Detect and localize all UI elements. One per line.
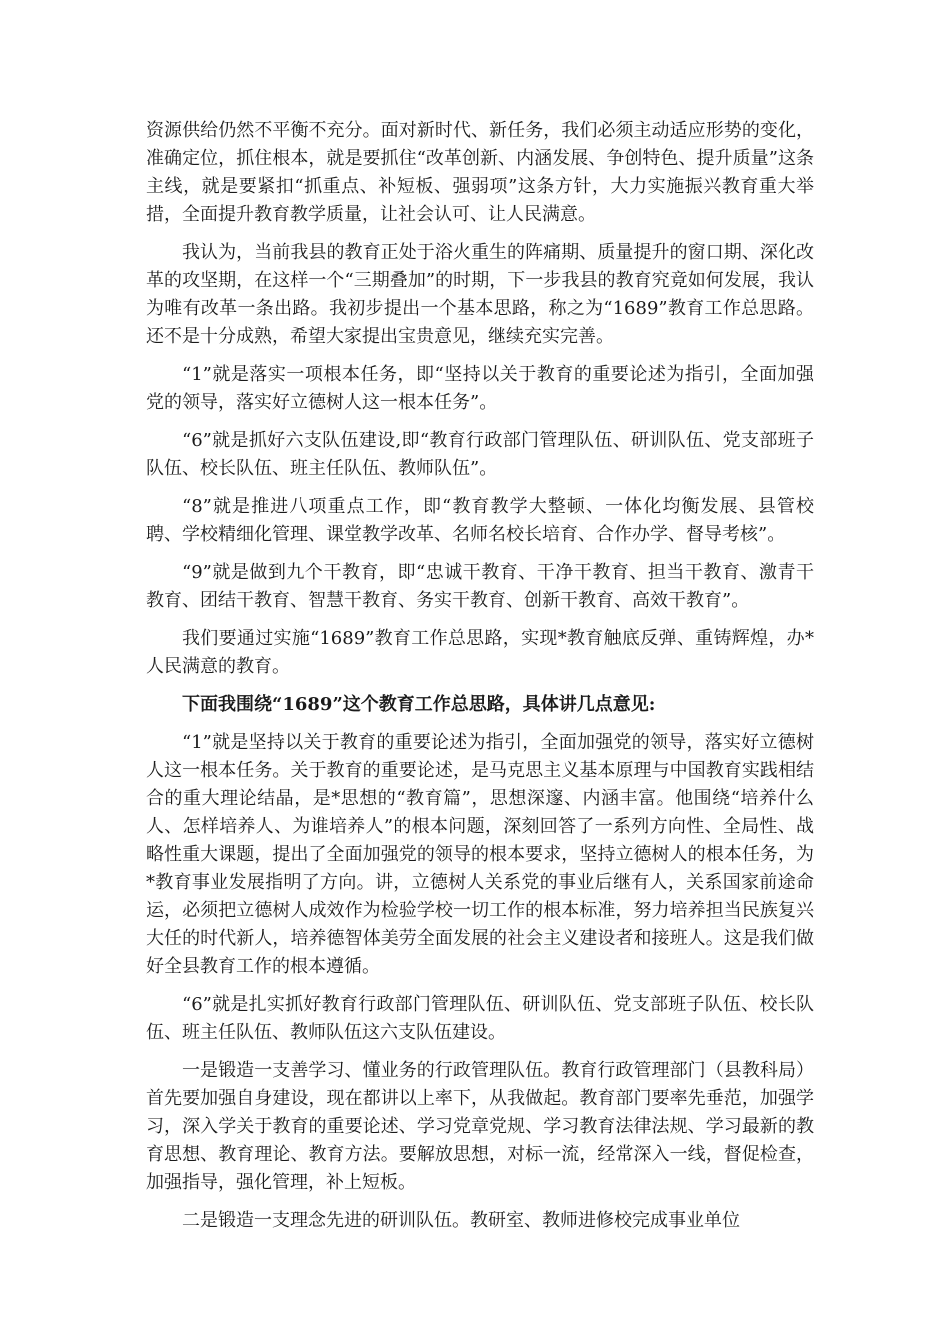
document-body [146, 117, 814, 1245]
section-heading: 下面我围绕“1689”这个教育工作总思路，具体讲几点意见: [182, 694, 656, 715]
paragraph-continued: 资源供给仍然不平衡不充分。面对新时代、新任务，我们必须主动适应形势的变化，准确定位，抓住根本，就是要抓住“改革创新、内涵发展、争创特色、提升质量”这条主线，就是要紧扣“抓重点、补短板、强弱项”这条方针，大力实施振兴教育重大举措，全面提升教育教学质量，让社会认可、让人民满意。 [146, 120, 814, 225]
paragraph-point-8: “8”就是推进八项重点工作，即“教育教学大整顿、一体化均衡发展、县管校聘、学校精细化管理、课堂教学改革、名师名校长培育、合作办学、督导考核”。 [146, 496, 814, 545]
paragraph-team-admin: 一是锻造一支善学习、懂业务的行政管理队伍。教育行政管理部门（县教科局）首先要加强自身建设，现在都讲以上率下，从我做起。教育部门要率先垂范，加强学习，深入学关于教育的重要论述、学习党章党规、学习教育法律法规、学习最新的教育思想、教育理论、教育方法。要解放思想，对标一流，经常深入一线，督促检查，加强指导，强化管理，补上短板。 [146, 1060, 814, 1193]
paragraph-point-9: “9”就是做到九个干教育，即“忠诚干教育、干净干教育、担当干教育、激青干教育、团结干教育、智慧干教育、务实干教育、创新干教育、高效干教育”。 [146, 562, 814, 611]
paragraph-three-periods: 我认为，当前我县的教育正处于浴火重生的阵痛期、质量提升的窗口期、深化改革的攻坚期，在这样一个“三期叠加”的时期，下一步我县的教育究竟如何发展，我认为唯有改革一条出路。我初步提出一个基本思路，称之为“1689”教育工作总思路。还不是十分成熟，希望大家提出宝贵意见，继续充实完善。 [146, 242, 814, 347]
paragraph-point-6: “6”就是抓好六支队伍建设,即“教育行政部门管理队伍、研训队伍、党支部班子队伍、校长队伍、班主任队伍、教师队伍”。 [146, 430, 814, 479]
paragraph-detail-1: “1”就是坚持以关于教育的重要论述为指引，全面加强党的领导，落实好立德树人这一根本任务。关于教育的重要论述，是马克思主义基本原理与中国教育实践相结合的重大理论结晶，是*思想的“教育篇”，思想深邃、内涵丰富。他围绕“培养什么人、怎样培养人、为谁培养人”的根本问题，深刻回答了一系列方向性、全局性、战略性重大课题，提出了全面加强党的领导的根本要求，坚持立德树人的根本任务，为*教育事业发展指明了方向。讲，立德树人关系党的事业后继有人，关系国家前途命运，必须把立德树人成效作为检验学校一切工作的根本标准，努力培养担当民族复兴大任的时代新人，培养德智体美劳全面发展的社会主义建设者和接班人。这是我们做好全县教育工作的根本遵循。 [146, 732, 814, 977]
paragraph-detail-6: “6”就是扎实抓好教育行政部门管理队伍、研训队伍、党支部班子队伍、校长队伍、班主任队伍、教师队伍这六支队伍建设。 [146, 994, 814, 1043]
paragraph-point-1: “1”就是落实一项根本任务，即“坚持以关于教育的重要论述为指引，全面加强党的领导，落实好立德树人这一根本任务”。 [146, 364, 814, 413]
paragraph-team-research: 二是锻造一支理念先进的研训队伍。教研室、教师进修校完成事业单位 [182, 1210, 740, 1231]
paragraph-goal: 我们要通过实施“1689”教育工作总思路，实现*教育触底反弹、重铸辉煌，办*人民满意的教育。 [146, 628, 814, 677]
